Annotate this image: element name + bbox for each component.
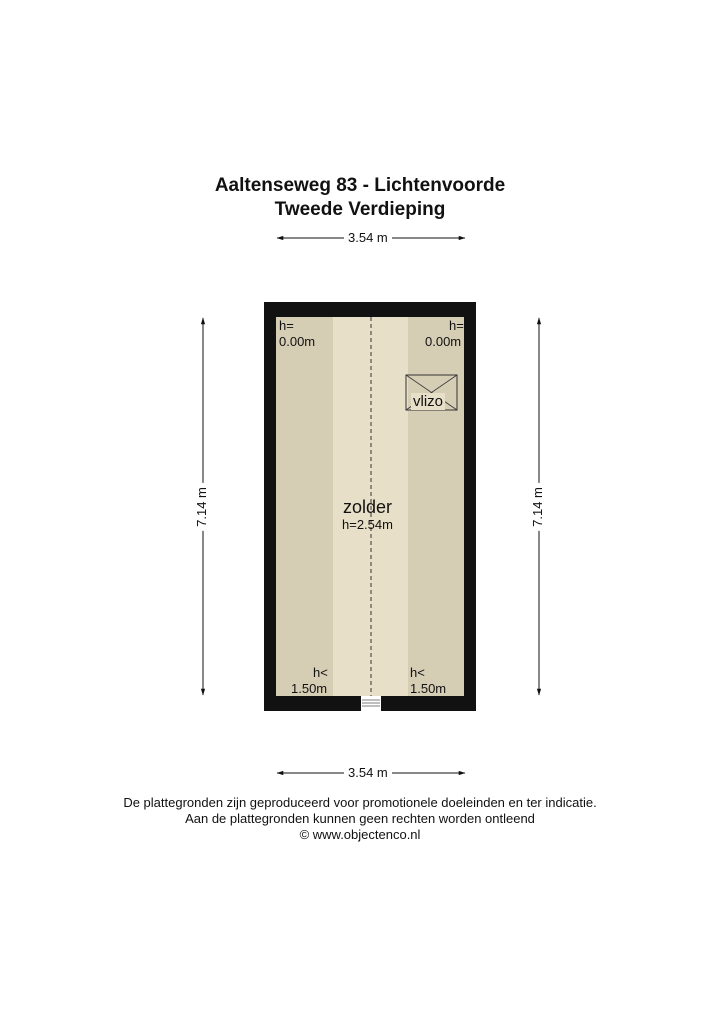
- low-zone-right: [408, 317, 464, 696]
- plan-title-floor: Tweede Verdieping: [274, 199, 446, 220]
- annotation-bottom-left-value: 1.50m: [291, 681, 328, 696]
- top-width-label: 3.54 m: [344, 231, 392, 245]
- annotation-bottom-left-label: h<: [313, 665, 328, 680]
- annotation-bottom-right-label: h<: [410, 665, 425, 680]
- annotation-bottom-right-value: 1.50m: [410, 681, 447, 696]
- copyright-line: © www.objectenco.nl: [299, 827, 421, 842]
- annotation-top-right-value: 0.00m: [425, 334, 462, 349]
- annotation-top-left-value: 0.00m: [279, 334, 316, 349]
- low-zone-left: [276, 317, 333, 696]
- annotation-top-right-label: h=: [449, 318, 464, 333]
- hatch-label: vlizo: [413, 393, 444, 410]
- left-height-label: 7.14 m: [195, 483, 209, 531]
- stair-opening: [361, 696, 381, 711]
- room-name: zolder: [343, 497, 393, 517]
- right-height-label: 7.14 m: [531, 483, 545, 531]
- room-height: h=2.54m: [342, 517, 393, 532]
- disclaimer-line-1: De plattegronden zijn geproduceerd voor promotionele doeleinden en ter indicatie.: [123, 795, 597, 810]
- bottom-width-label: 3.54 m: [344, 766, 392, 780]
- disclaimer-line-2: Aan de plattegronden kunnen geen rechten worden ontleend: [185, 811, 535, 826]
- plan-title-address: Aaltenseweg 83 - Lichtenvoorde: [214, 175, 506, 196]
- annotation-top-left-label: h=: [279, 318, 294, 333]
